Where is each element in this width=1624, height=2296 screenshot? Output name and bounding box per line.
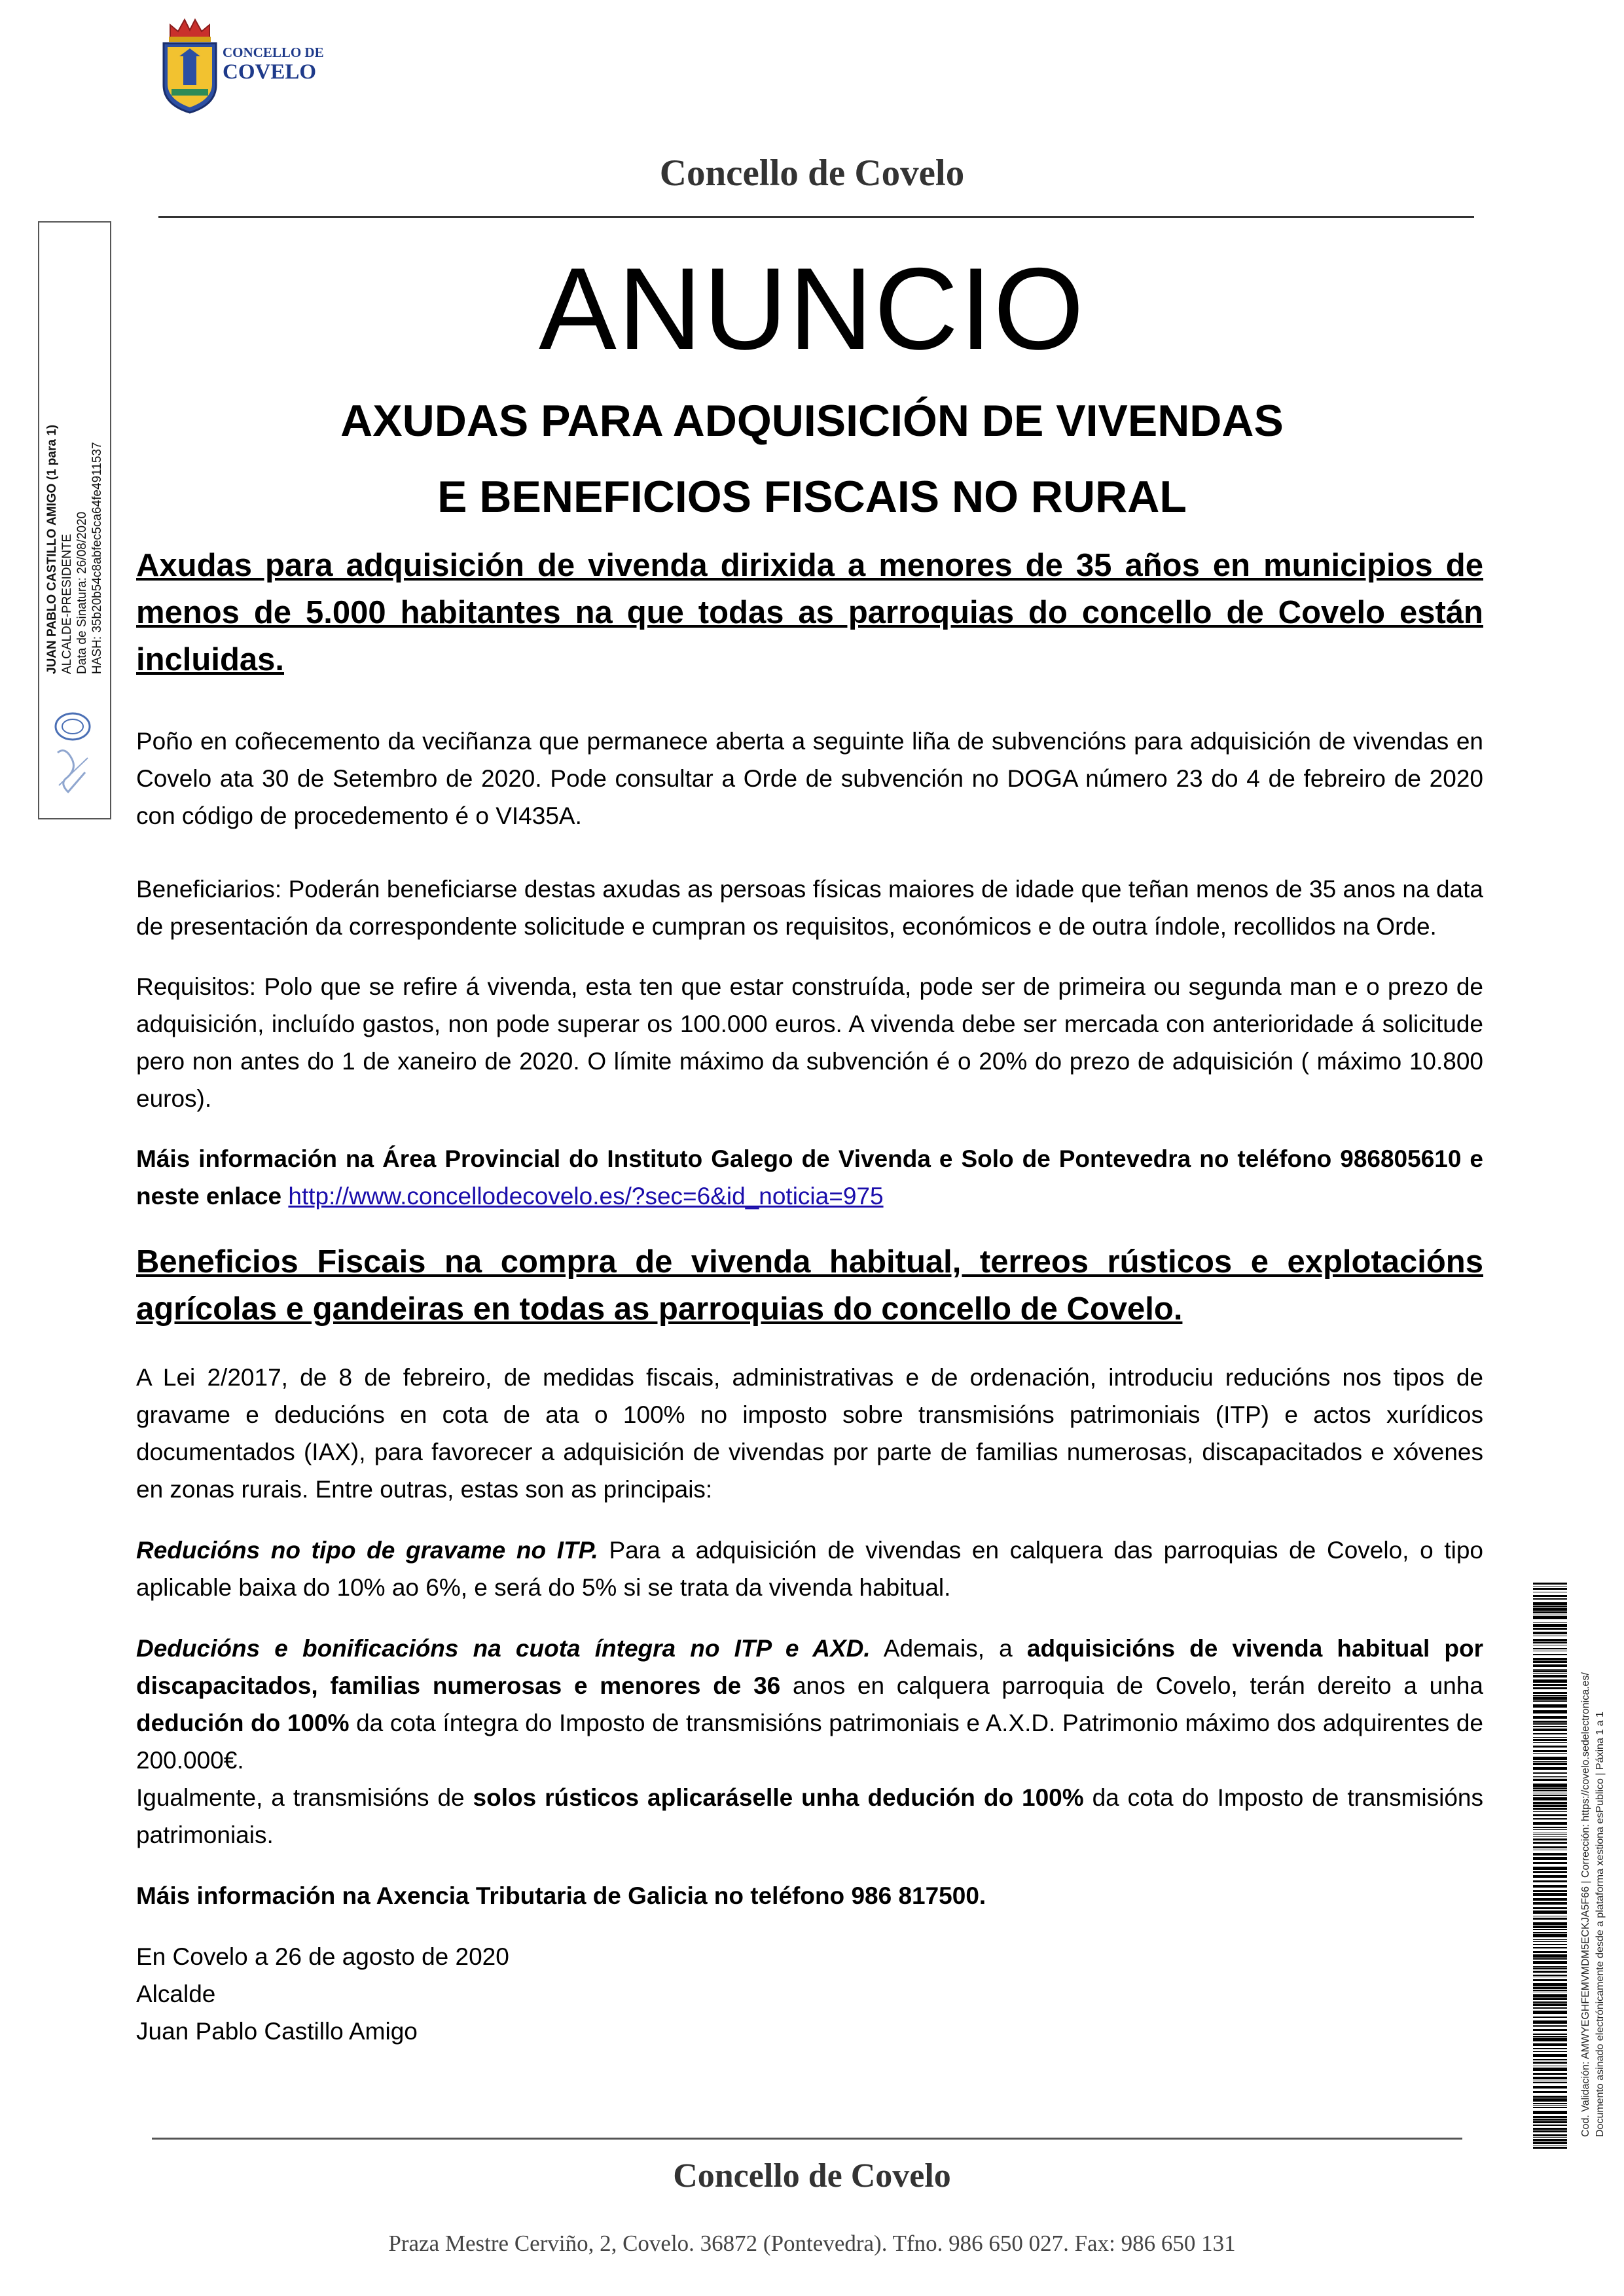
header-title: Concello de Covelo — [659, 152, 965, 194]
deductions-text-3: da cota íntegra do Imposto de transmisións patrimoniais e A.X.D. Patrimonio máximo dos adquirentes de 200.000€. — [136, 1710, 1483, 1774]
deductions-bold-1: adquisicións de vivenda habitual por discapacitados, familias numerosas e menores de 36 — [136, 1635, 1484, 1699]
itp-reduction-label: Reducións no tipo de gravame no ITP. — [136, 1537, 598, 1564]
deductions-bold-2: dedución do 100% — [136, 1710, 350, 1736]
closing-place-date: En Covelo a 26 de agosto de 2020 — [136, 1943, 509, 1970]
section1-heading: Axudas para adquisición de vivenda dirixida a menores de 35 años en municipios de menos de 5.000 habitantes na que todas as parroquias do concello de Covelo están incluidas. — [136, 548, 1483, 677]
section1-paragraph-requirements: Requisitos: Polo que se refire á vivenda, esta ten que estar construída, pode ser de primeira ou segunda man e o prezo de adquisición, incluído gastos, non pode superar os 100.000 euros. A vivenda debe ser mercada con anterioridade á solicitude pero non antes do 1 de xaneiro de 2020. O límite máximo da subvención é o 20% do prezo de adquisición ( máximo 10.800 euros). — [136, 973, 1483, 1112]
signature-signer: JUAN PABLO CASTILLO AMIGO (1 para 1) — [45, 424, 59, 674]
deductions-text-2: anos en calquera parroquia de Covelo, terán dereito a unha — [780, 1672, 1483, 1699]
signature-role: ALCALDE-PRESIDENTE — [60, 533, 74, 674]
document-subtitle-line2: E BENEFICIOS FISCAIS NO RURAL — [437, 472, 1187, 522]
deductions-text-1: Ademais, a — [870, 1635, 1027, 1662]
rustic-bold: solos rústicos aplicaráselle unha dedución do 100% — [473, 1784, 1084, 1811]
footer-divider — [152, 2138, 1462, 2140]
section2-paragraph-itp-reduction — [136, 1532, 1483, 1606]
signature-seal-icon — [46, 707, 99, 812]
validation-platform: Documento asinado electrónicamente desde a plataforma xestiona esPublico | Páxina 1 a 1 — [1595, 1712, 1606, 2137]
validation-barcode-icon — [1533, 1583, 1567, 2152]
logo-text-big: COVELO — [223, 60, 317, 84]
footer-address: Praza Mestre Cerviño, 2, Covelo. 36872 (Pontevedra). Tfno. 986 650 027. Fax: 986 650 131 — [388, 2231, 1236, 2256]
footer-title: Concello de Covelo — [673, 2157, 951, 2195]
section1-paragraph-intro: Poño en coñecemento da veciñanza que permanece aberta a seguinte liña de subvencións para adquisición de vivendas en Covelo ata 30 de Setembro de 2020. Pode consultar a Orde de subvención no DOGA número 23 do 4 de febreiro de 2020 con código de procedemento é o VI435A. — [136, 728, 1483, 829]
logo-text-small: CONCELLO DE — [223, 45, 324, 60]
municipal-logo — [157, 13, 445, 118]
section2-paragraph-rustic-land — [136, 1779, 1483, 1854]
document-title: ANUNCIO — [539, 243, 1085, 374]
document-subtitle-line1: AXUDAS PARA ADQUISICIÓN DE VIVENDAS — [340, 396, 1284, 446]
header-divider — [158, 216, 1474, 218]
more-info-text: Máis información na Área Provincial do Instituto Galego de Vivenda e Solo de Pontevedra no teléfono 986805610 e neste enlace — [136, 1145, 1483, 1210]
section1-paragraph-beneficiaries: Beneficiarios: Poderán beneficiarse destas axudas as persoas físicas maiores de idade que teñan menos de 35 anos na data de presentación da correspondente solicitude e cumpran os requisitos, económicos e de outra índole, recollidos na Orde. — [136, 876, 1483, 940]
rustic-text-1: Igualmente, a transmisións de — [136, 1784, 473, 1811]
rustic-text-2: da cota do Imposto de transmisións patrimoniais. — [136, 1784, 1483, 1848]
section2-heading: Beneficios Fiscais na compra de vivenda habitual, terreos rústicos e explotacións agrícolas e gandeiras en todas as parroquias do concello de Covelo. — [136, 1244, 1483, 1327]
section2-paragraph-law: A Lei 2/2017, de 8 de febreiro, de medidas fiscais, administrativas e de ordenación, introduciu reducións nos tipos de gravame e deducións en cota de ata o 100% no imposto sobre transmisións patrimoniais (ITP) e actos xurídicos documentados (IAX), para favorecer a adquisición de vivendas por parte de familias numerosas, discapacitados e xóvenes en zonas rurais. Entre outras, estas son as principais: — [136, 1364, 1483, 1503]
signature-date: Data de Sinatura: 26/08/2020 — [75, 511, 89, 674]
validation-text — [1579, 1581, 1608, 2137]
deductions-label: Deducións e bonificacións na cuota íntegra no ITP e AXD. — [136, 1635, 871, 1662]
section2-paragraph-deductions — [136, 1630, 1483, 1779]
more-info-link[interactable]: http://www.concellodecovelo.es/?sec=6&id_noticia=975 — [288, 1183, 884, 1210]
itp-reduction-text: Para a adquisición de vivendas en calquera das parroquias de Covelo, o tipo aplicable baixa do 10% ao 6%, e será do 5% si se trata da vivenda habitual. — [136, 1537, 1483, 1601]
closing-role: Alcalde — [136, 1981, 216, 2007]
signature-hash: HASH: 35b20b54c8abfec5ca64fe4911537 — [90, 442, 104, 674]
section2-paragraph-more-info: Máis información na Axencia Tributaria de Galicia no teléfono 986 817500. — [136, 1882, 986, 1909]
validation-code: Cod. Validación: AMWYEGHFEMVMDM5ECKJA5F66 | Corrección: https://covelo.sedelectronica.es/ — [1580, 1672, 1591, 2137]
section1-paragraph-more-info — [136, 1140, 1483, 1215]
document-body — [136, 542, 1483, 2050]
closing-name: Juan Pablo Castillo Amigo — [136, 2018, 418, 2045]
coat-of-arms-icon — [157, 13, 223, 118]
